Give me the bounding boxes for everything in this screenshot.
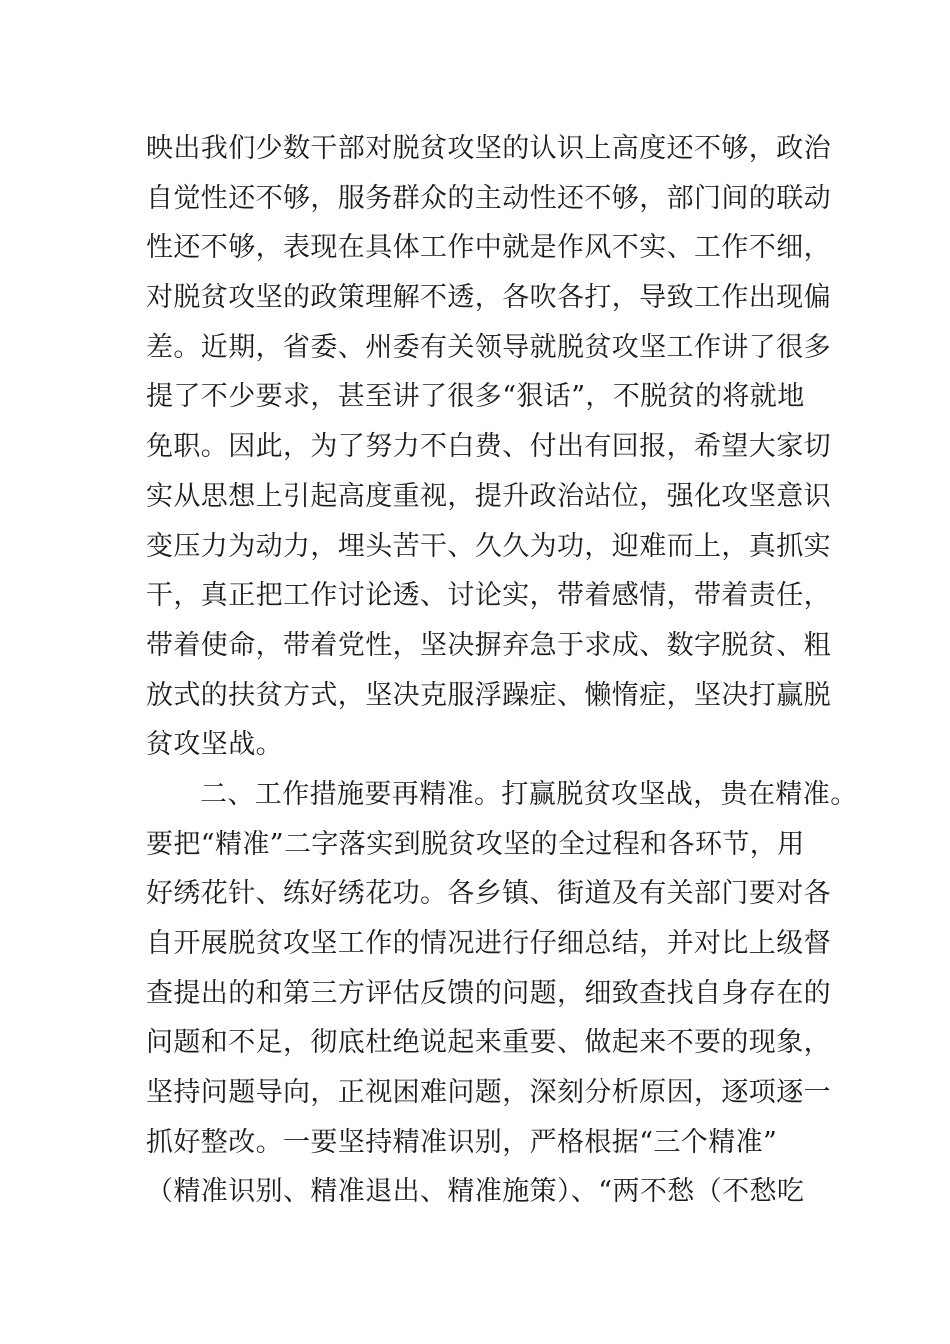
text-line: 实从思想上引起高度重视，提升政治站位，强化攻坚意识	[146, 480, 831, 512]
text-line: 性还不够，表现在具体工作中就是作风不实、工作不细，	[146, 232, 831, 264]
text-line: 干，真正把工作讨论透、讨论实，带着感情，带着责任，	[146, 580, 831, 612]
text-line: 要把“精准”二字落实到脱贫攻坚的全过程和各环节，用	[146, 828, 805, 860]
section-heading-line: 二、工作措施要再精准。打赢脱贫攻坚战，贵在精准。	[200, 778, 858, 810]
text-line: 抓好整改。一要坚持精准识别，严格根据“三个精准”	[146, 1126, 778, 1158]
text-line: 贫攻坚战。	[146, 729, 283, 761]
text-line: 问题和不足，彻底杜绝说起来重要、做起来不要的现象，	[146, 1027, 831, 1059]
text-line: 坚持问题导向，正视困难问题，深刻分析原因，逐项逐一	[146, 1077, 831, 1109]
text-line: （精准识别、精准退出、精准施策）、“两不愁（不愁吃	[146, 1176, 805, 1208]
text-line: 放式的扶贫方式，坚决克服浮躁症、懒惰症，坚决打赢脱	[146, 679, 831, 711]
text-line: 提了不少要求，甚至讲了很多“狠话”，不脱贫的将就地	[146, 381, 805, 413]
text-line: 好绣花针、练好绣花功。各乡镇、街道及有关部门要对各	[146, 878, 831, 910]
body-text	[146, 124, 858, 1217]
text-line: 免职。因此，为了努力不白费、付出有回报，希望大家切	[146, 431, 831, 463]
text-line: 对脱贫攻坚的政策理解不透，各吹各打，导致工作出现偏	[146, 282, 831, 314]
text-line: 自开展脱贫攻坚工作的情况进行仔细总结，并对比上级督	[146, 928, 831, 959]
text-line: 带着使命，带着党性，坚决摒弃急于求成、数字脱贫、粗	[146, 629, 831, 661]
text-line: 映出我们少数干部对脱贫攻坚的认识上高度还不够，政治	[146, 133, 831, 164]
text-line: 查提出的和第三方评估反馈的问题，细致查找自身存在的	[146, 977, 831, 1009]
text-line: 自觉性还不够，服务群众的主动性还不够，部门间的联动	[146, 182, 831, 214]
text-line: 差。近期，省委、州委有关领导就脱贫攻坚工作讲了很多	[146, 331, 831, 363]
text-line: 变压力为动力，埋头苦干、久久为功，迎难而上，真抓实	[146, 530, 831, 562]
